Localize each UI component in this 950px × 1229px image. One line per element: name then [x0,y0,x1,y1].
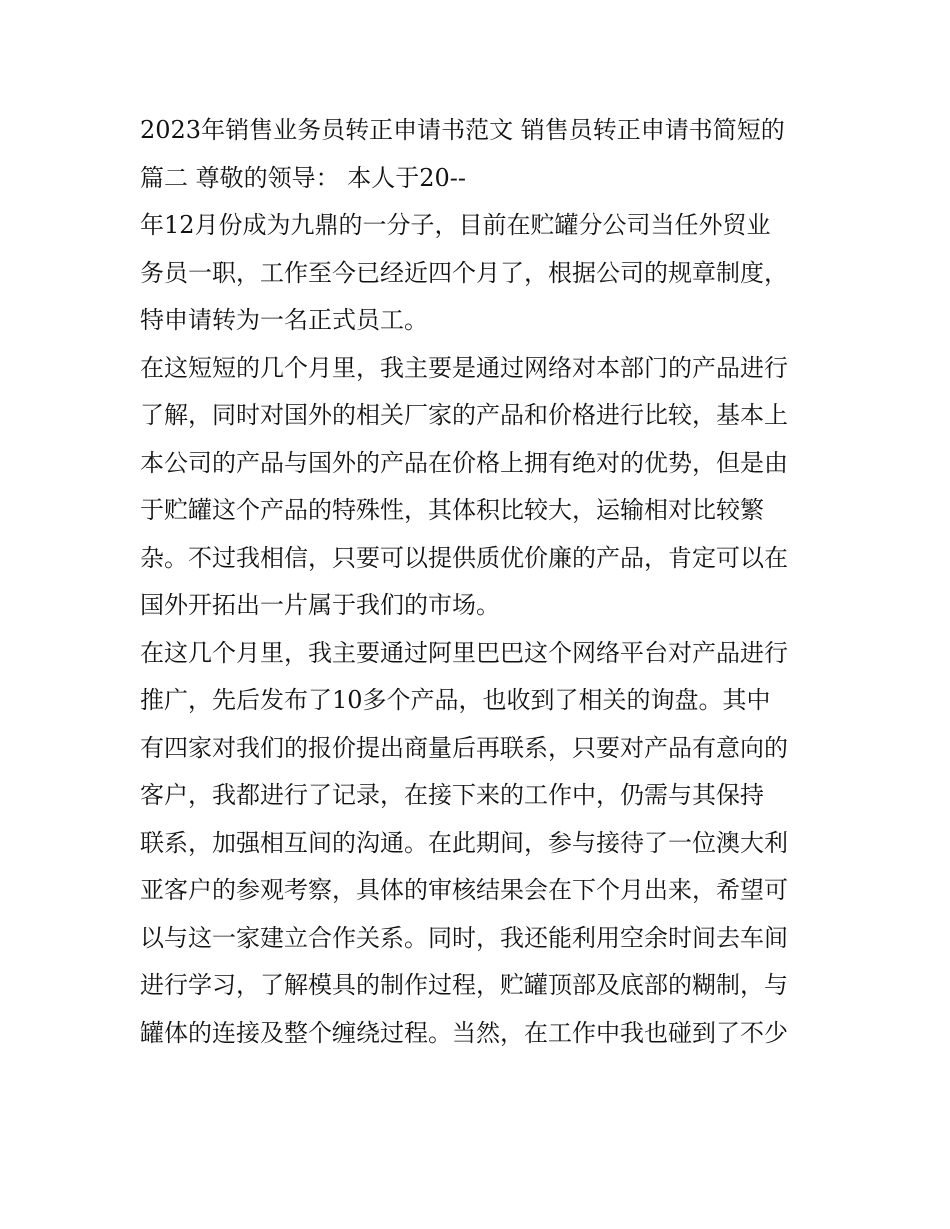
text-line: 以与这一家建立合作关系。同时，我还能利用空余时间去车间 [140,923,788,952]
text-line: 推广，先后发布了10多个产品，也收到了相关的询盘。其中 [140,686,771,714]
text-line: 在这几个月里，我主要通过阿里巴巴这个网络平台对产品进行 [140,638,788,667]
text-line: 联系，加强相互间的沟通。在此期间，参与接待了一位澳大利 [140,828,788,857]
text-line: 本公司的产品与国外的产品在价格上拥有绝对的优势，但是由 [140,448,788,477]
text-line: 亚客户的参观考察，具体的审核结果会在下个月出来，希望可 [140,876,788,904]
text-line: 罐体的连接及整个缠绕过程。当然，在工作中我也碰到了不少 [140,1018,788,1047]
text-line: 在这短短的几个月里，我主要是通过网络对本部门的产品进行 [140,353,788,382]
text-line: 有四家对我们的报价提出商量后再联系，只要对产品有意向的 [140,733,788,762]
text-line: 2023年销售业务员转正申请书范文 销售员转正申请书简短的 [140,116,785,144]
text-line: 客户，我都进行了记录，在接下来的工作中，仍需与其保持 [140,781,764,809]
text-line: 国外开拓出一片属于我们的市场。 [140,591,500,619]
text-line: 了解，同时对国外的相关厂家的产品和价格进行比较，基本上 [140,401,788,429]
text-line: 年12月份成为九鼎的一分子，目前在贮罐分公司当任外贸业 [140,211,771,239]
text-line: 特申请转为一名正式员工。 [140,306,428,334]
document-body [140,107,830,1057]
text-line: 杂。不过我相信，只要可以提供质优价廉的产品，肯定可以在 [140,543,788,572]
text-line: 于贮罐这个产品的特殊性，其体积比较大，运输相对比较繁 [140,496,764,524]
text-line: 进行学习，了解模具的制作过程，贮罐顶部及底部的糊制，与 [140,971,788,999]
text-line: 务员一职，工作至今已经近四个月了，根据公司的规章制度， [140,258,788,287]
text-line: 篇二 尊敬的领导： 本人于20-- [140,163,467,192]
